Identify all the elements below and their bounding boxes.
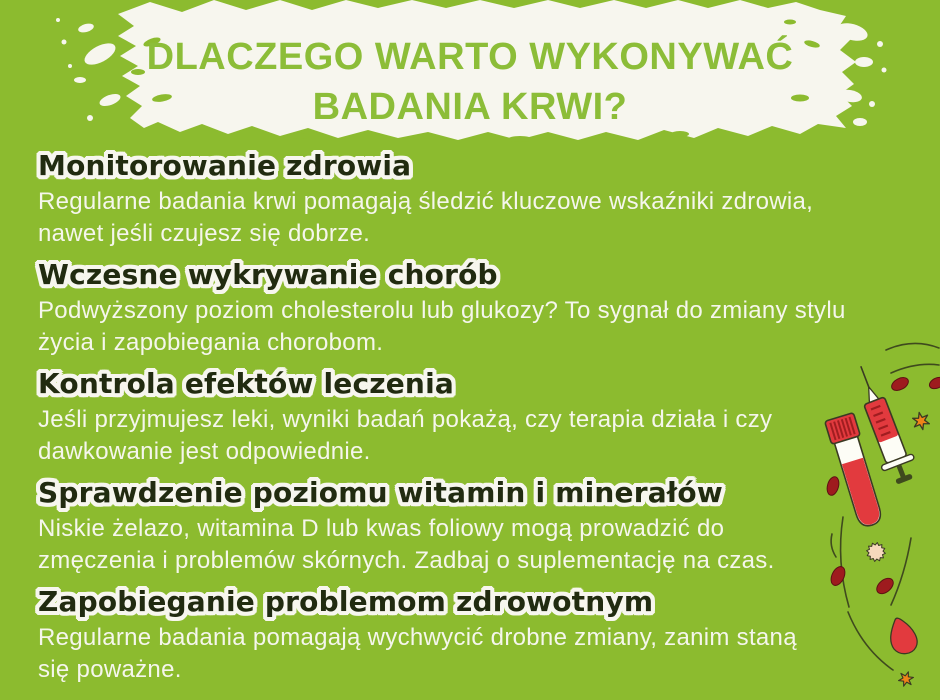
section-heading: Sprawdzenie poziomu witamin i minerałów xyxy=(38,476,723,509)
red-blood-cell-icon xyxy=(828,564,847,587)
section-heading: Zapobieganie problemom zdrowotnym xyxy=(38,585,654,618)
star-icon xyxy=(910,411,931,431)
section-heading: Kontrola efektów leczenia xyxy=(38,367,454,400)
section-body-line: Podwyższony poziom cholesterolu lub glukozy? To sygnał do zmiany stylu xyxy=(38,297,846,324)
flow-line xyxy=(886,343,939,350)
section-heading: Wczesne wykrywanie chorób xyxy=(38,258,498,291)
flow-line xyxy=(891,364,939,373)
section-body-line: nawet jeśli czujesz się dobrze. xyxy=(38,220,371,247)
red-blood-cell-icon xyxy=(825,475,841,496)
section-body-line: dawkowanie jest odpowiednie. xyxy=(38,438,371,465)
section-body-line: Jeśli przyjmujesz leki, wyniki badań pokażą, czy terapia działa i czy xyxy=(38,406,773,433)
section-vitamins-minerals xyxy=(38,475,898,577)
blood-drop-icon xyxy=(891,618,917,653)
title-line-1: DLACZEGO WARTO WYKONYWAĆ xyxy=(146,36,794,78)
flow-line xyxy=(841,517,849,607)
section-heading: Monitorowanie zdrowia xyxy=(38,149,412,182)
red-blood-cell-icon xyxy=(928,375,940,391)
section-body-line: zmęczenia i problemów skórnych. Zadbaj o suplementację na czas. xyxy=(38,547,775,574)
section-monitoring xyxy=(38,148,898,250)
section-treatment-control xyxy=(38,366,898,468)
section-body-line: się poważne. xyxy=(38,656,182,683)
flow-line xyxy=(831,534,836,557)
flow-lines xyxy=(831,343,939,670)
flow-line xyxy=(891,538,911,605)
sparkle-flower-icon xyxy=(865,541,886,562)
section-body-line: życia i zapobiegania chorobom. xyxy=(38,329,384,356)
red-blood-cell-icon xyxy=(889,375,910,393)
section-body-line: Regularne badania krwi pomagają śledzić kluczowe wskaźniki zdrowia, xyxy=(38,188,814,215)
sections xyxy=(38,148,898,693)
flow-line xyxy=(848,612,893,670)
poster-title xyxy=(0,32,940,132)
section-early-detection xyxy=(38,257,898,359)
section-prevention xyxy=(38,584,898,686)
section-body-line: Niskie żelazo, witamina D lub kwas foliowy mogą prowadzić do xyxy=(38,515,725,542)
blood-test-illustration xyxy=(800,340,940,700)
red-blood-cell-icon xyxy=(874,575,896,596)
title-line-2: BADANIA KRWI? xyxy=(312,86,628,128)
section-body-line: Regularne badania pomagają wychwycić drobne zmiany, zanim staną xyxy=(38,624,797,651)
star-icon xyxy=(897,671,915,687)
